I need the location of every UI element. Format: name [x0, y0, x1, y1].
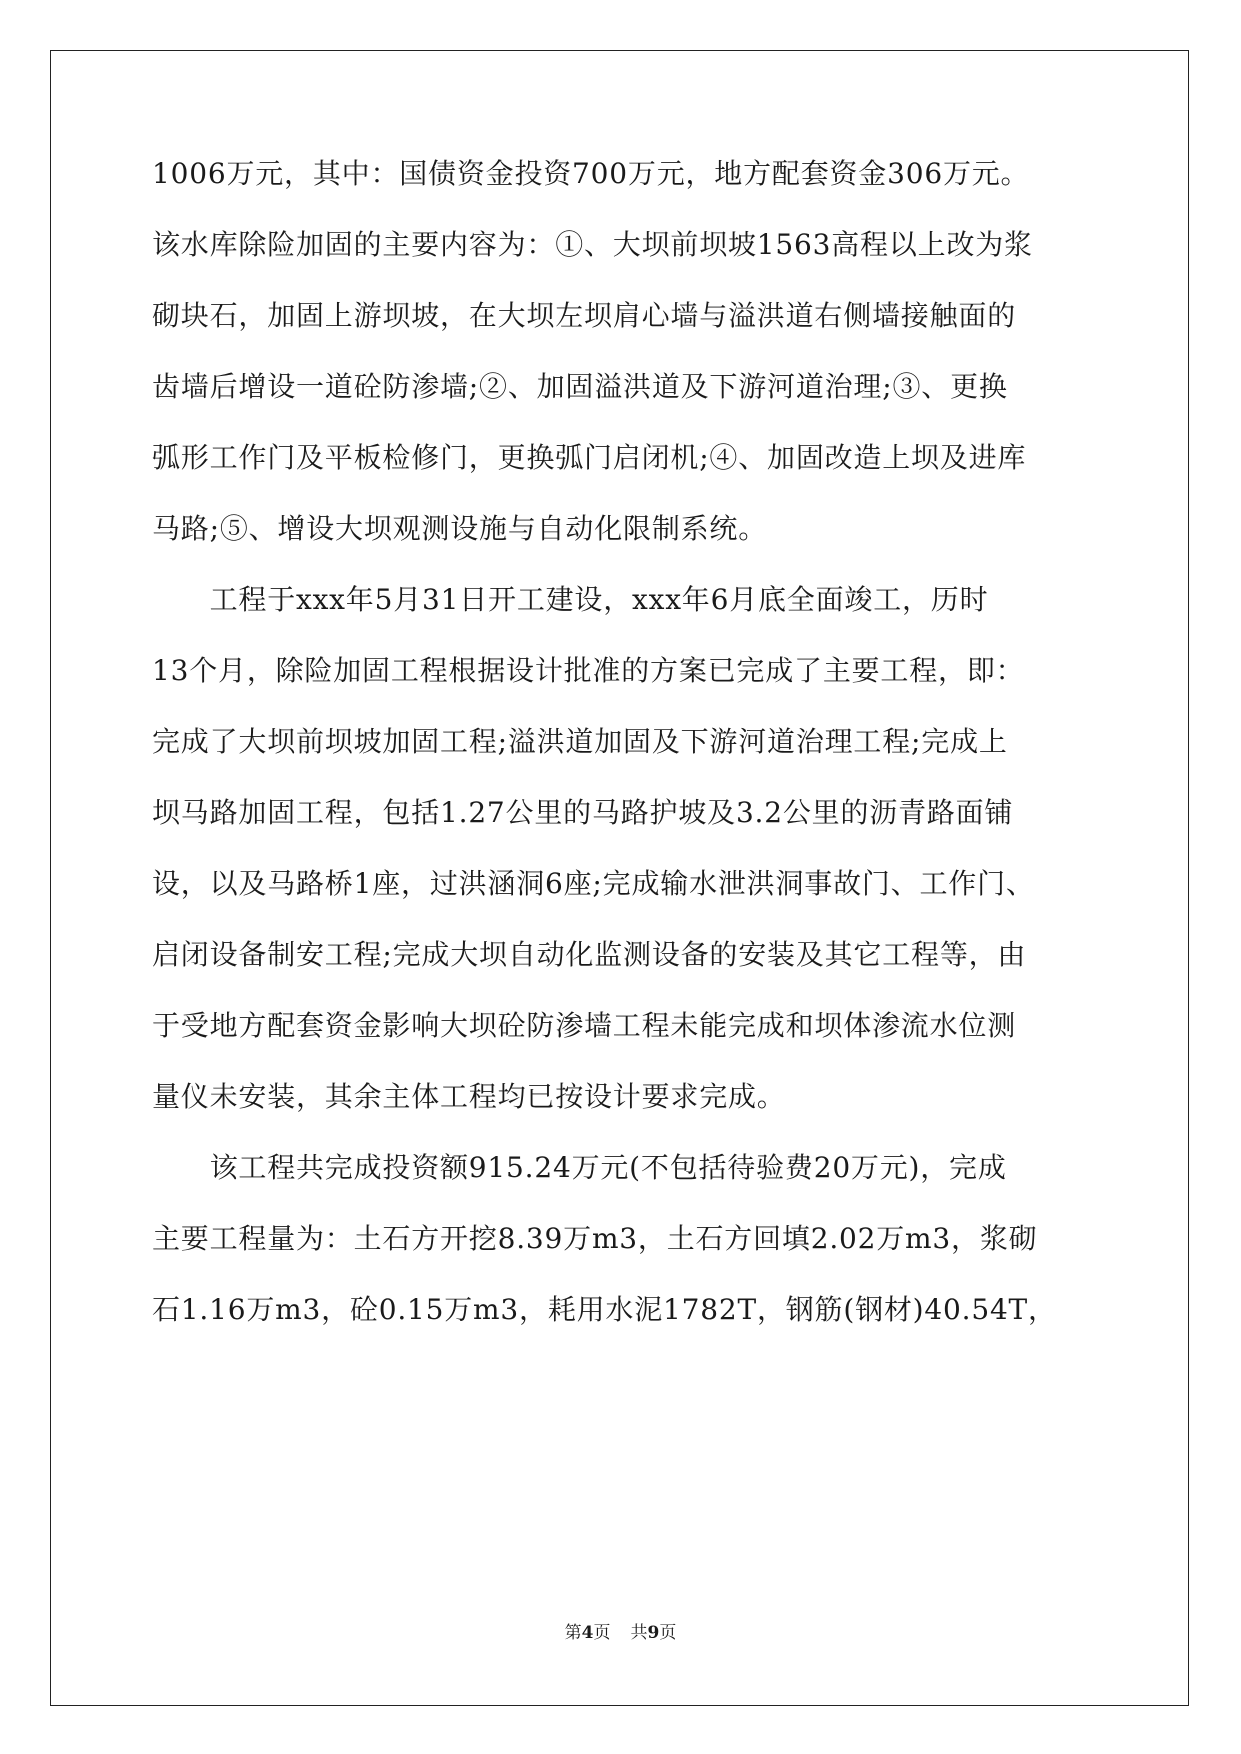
- text-line-11: 设，以及马路桥1座，过洪涵洞6座;完成输水泄洪洞事故门、工作门、: [152, 867, 1035, 900]
- total-page-number: 9: [647, 1623, 660, 1643]
- text-line-2: 该水库除险加固的主要内容为：①、大坝前坝坡1563高程以上改为浆: [152, 228, 1033, 261]
- footer-page-suffix: 页: [593, 1623, 611, 1643]
- text-line-13: 于受地方配套资金影响大坝砼防渗墙工程未能完成和坝体渗流水位测: [152, 1009, 1017, 1042]
- text-line-3: 砌块石，加固上游坝坡，在大坝左坝肩心墙与溢洪道右侧墙接触面的: [152, 299, 1017, 332]
- text-line-8: 13个月，除险加固工程根据设计批准的方案已完成了主要工程，即：: [152, 654, 1025, 687]
- text-line-7: 工程于xxx年5月31日开工建设，xxx年6月底全面竣工，历时: [152, 583, 989, 616]
- text-line-17: 石1.16万m3，砼0.15万m3，耗用水泥1782T，钢筋(钢材)40.54T，: [152, 1293, 1057, 1326]
- text-line-10: 坝马路加固工程，包括1.27公里的马路护坡及3.2公里的沥青路面铺: [152, 796, 1014, 829]
- text-line-12: 启闭设备制安工程;完成大坝自动化监测设备的安装及其它工程等，由: [152, 938, 1027, 971]
- footer-prefix: 第: [564, 1623, 582, 1643]
- text-line-15: 该工程共完成投资额915.24万元(不包括待验费20万元)，完成: [152, 1151, 1007, 1184]
- text-line-1: 1006万元，其中：国债资金投资700万元，地方配套资金306万元。: [152, 157, 1030, 190]
- footer-total-prefix: 共: [630, 1623, 648, 1643]
- footer-total-suffix: 页: [659, 1623, 677, 1643]
- text-line-6: 马路;⑤、增设大坝观测设施与自动化限制系统。: [152, 512, 768, 545]
- current-page-number: 4: [581, 1623, 594, 1643]
- text-line-16: 主要工程量为：土石方开挖8.39万m3，土石方回填2.02万m3，浆砌: [152, 1222, 1038, 1255]
- text-line-14: 量仪未安装，其余主体工程均已按设计要求完成。: [152, 1080, 786, 1113]
- text-line-5: 弧形工作门及平板检修门，更换弧门启闭机;④、加固改造上坝及进库: [152, 441, 1027, 474]
- text-line-4: 齿墙后增设一道砼防渗墙;②、加固溢洪道及下游河道治理;③、更换: [152, 370, 1008, 403]
- text-line-9: 完成了大坝前坝坡加固工程;溢洪道加固及下游河道治理工程;完成上: [152, 725, 1008, 758]
- page-footer: [0, 1618, 1241, 1643]
